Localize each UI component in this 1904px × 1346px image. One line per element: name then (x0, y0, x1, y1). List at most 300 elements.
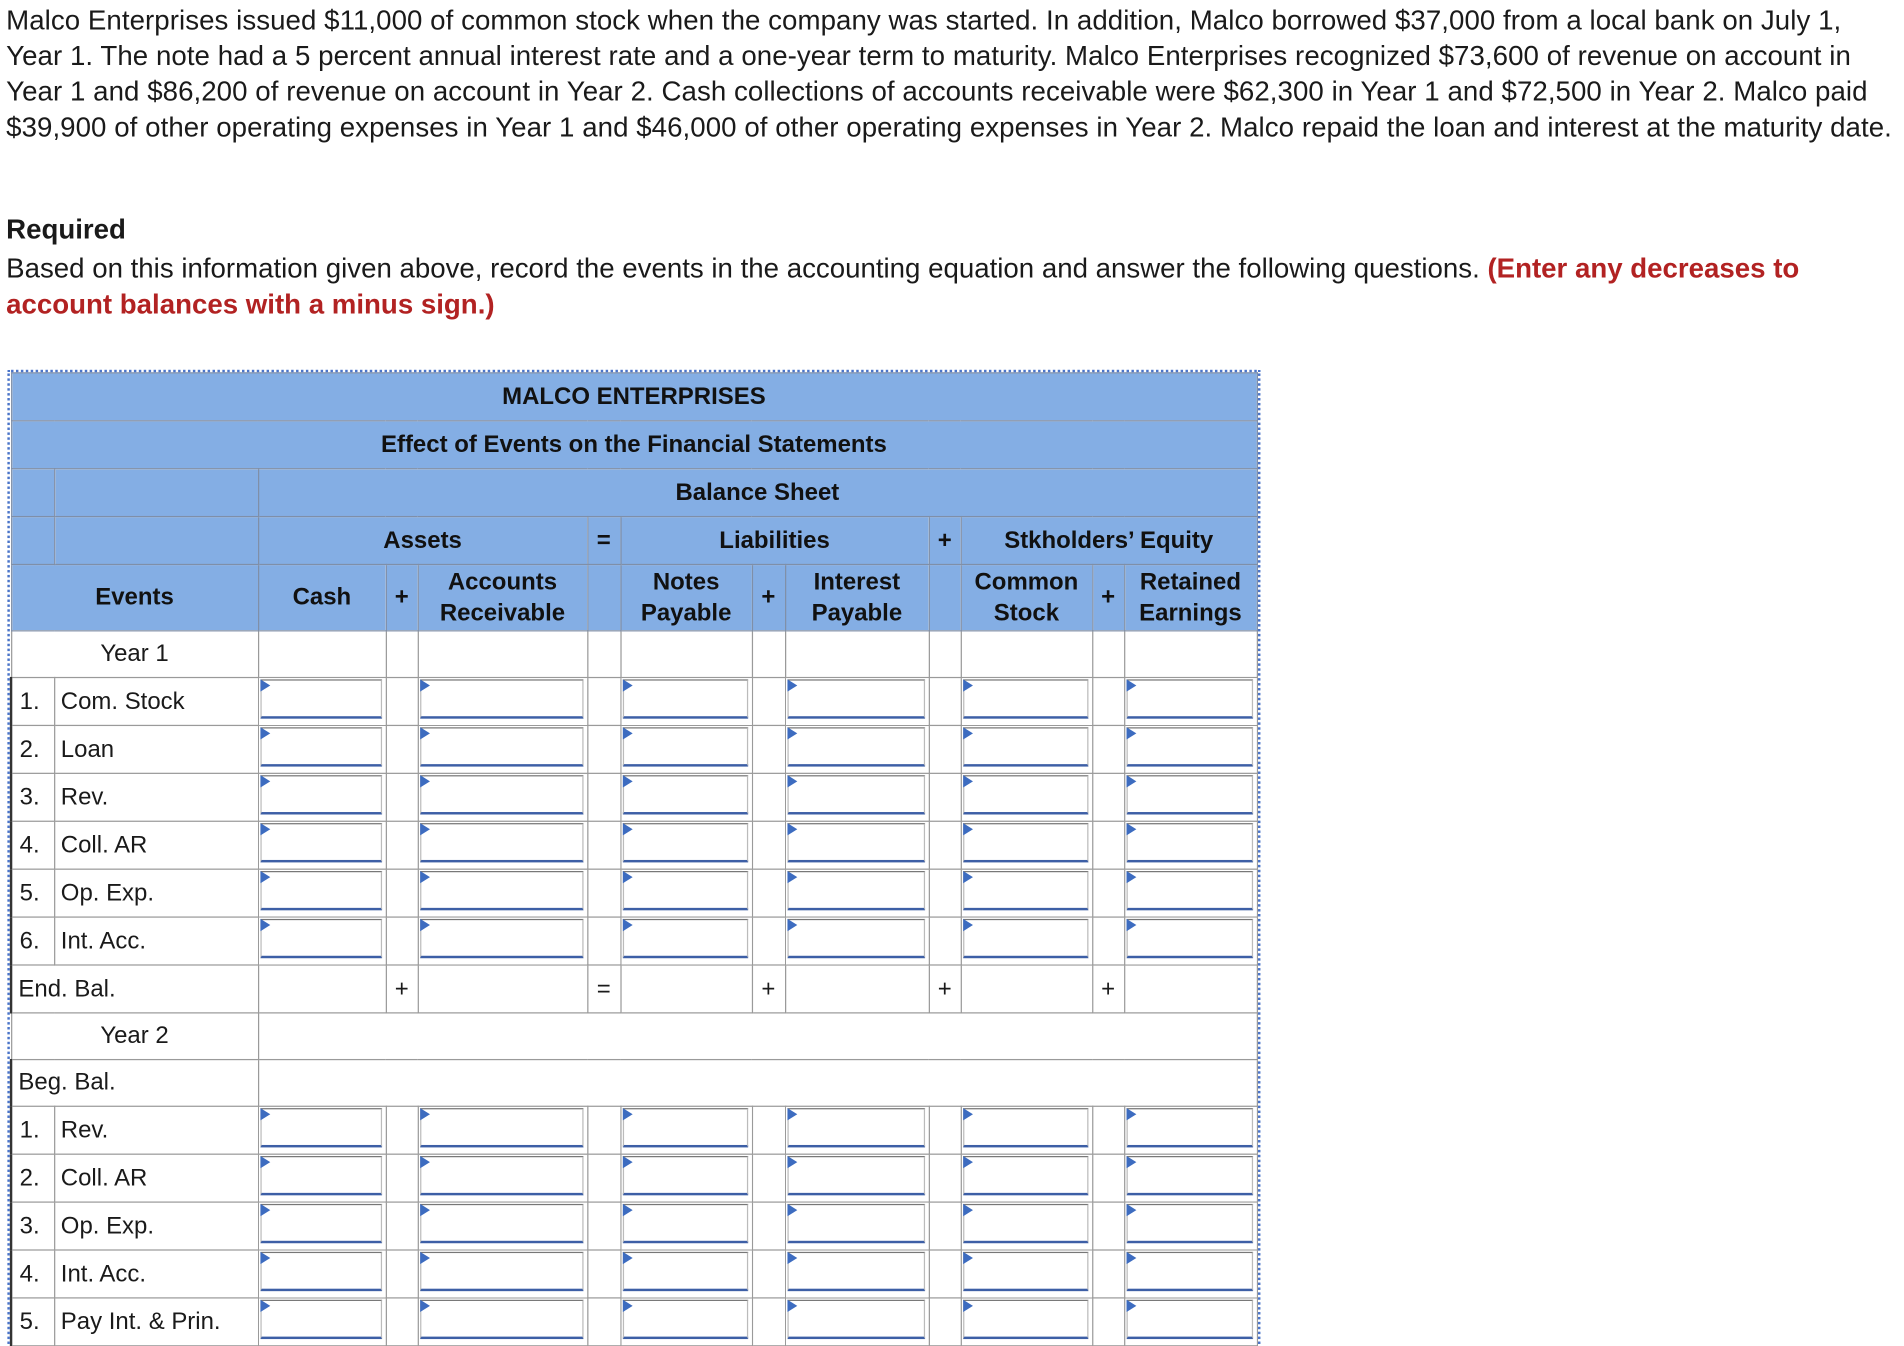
operator-spacer (752, 678, 785, 726)
events-header: Events (11, 564, 258, 630)
np-cell (620, 821, 751, 869)
input-flag-icon (622, 1252, 632, 1264)
cash-cell (258, 917, 386, 965)
input-flag-icon (420, 871, 430, 883)
ip-input[interactable] (787, 1300, 925, 1339)
plus-sign: + (386, 564, 418, 630)
event-number: 2. (11, 1154, 54, 1202)
ip-input[interactable] (787, 823, 925, 862)
operator-spacer (1092, 725, 1124, 773)
input-flag-icon (622, 679, 632, 691)
cash-cell (258, 773, 386, 821)
ip-input[interactable] (787, 775, 925, 814)
re-cell (1124, 773, 1257, 821)
re-input[interactable] (1126, 871, 1253, 910)
input-flag-icon (787, 775, 797, 787)
event-name: Com. Stock (54, 678, 258, 726)
ip-cell (785, 1202, 929, 1250)
re-input[interactable] (1126, 775, 1253, 814)
input-flag-icon (787, 1252, 797, 1264)
event-number: 4. (11, 821, 54, 869)
input-flag-icon (963, 1300, 973, 1312)
event-number: 5. (11, 869, 54, 917)
cs-label-line1: Common (974, 568, 1079, 596)
input-flag-icon (260, 1252, 270, 1264)
end-balance-ar (418, 965, 588, 1013)
cash-input[interactable] (260, 1300, 382, 1339)
blank-cell (258, 1013, 1257, 1060)
operator-spacer (386, 1154, 418, 1202)
blank-cell (620, 631, 751, 678)
input-flag-icon (963, 727, 973, 739)
re-cell (1124, 678, 1257, 726)
operator-spacer (752, 1202, 785, 1250)
cs-input[interactable] (963, 871, 1088, 910)
ar-input[interactable] (420, 1108, 583, 1147)
ip-cell (785, 917, 929, 965)
input-flag-icon (787, 1204, 797, 1216)
event-number: 2. (11, 725, 54, 773)
blank-cell (961, 631, 1092, 678)
input-flag-icon (963, 1108, 973, 1120)
input-flag-icon (420, 919, 430, 931)
re-label-line1: Retained (1139, 568, 1241, 596)
cs-cell (961, 1202, 1092, 1250)
blank-cell (785, 631, 929, 678)
ip-cell (785, 725, 929, 773)
ip-input[interactable] (787, 1204, 925, 1243)
np-input[interactable] (622, 775, 747, 814)
accounting-equation-table (10, 372, 1258, 1346)
ip-input[interactable] (787, 1156, 925, 1195)
np-cell (620, 1106, 751, 1154)
event-number: 4. (11, 1250, 54, 1298)
equals-sign: = (587, 965, 620, 1013)
re-input[interactable] (1126, 727, 1253, 766)
event-number: 3. (11, 773, 54, 821)
cs-cell (961, 773, 1092, 821)
cash-cell (258, 821, 386, 869)
re-input[interactable] (1126, 679, 1253, 718)
common-stock-header (961, 564, 1092, 630)
np-cell (620, 773, 751, 821)
operator-spacer (386, 1106, 418, 1154)
input-flag-icon (787, 727, 797, 739)
np-input[interactable] (622, 1204, 747, 1243)
event-row (11, 1298, 1257, 1346)
input-flag-icon (420, 775, 430, 787)
header-blank (11, 469, 54, 517)
input-flag-icon (787, 871, 797, 883)
event-row (11, 773, 1257, 821)
input-flag-icon (420, 1252, 430, 1264)
re-cell (1124, 917, 1257, 965)
header-blank (54, 469, 258, 517)
re-input[interactable] (1126, 1204, 1253, 1243)
ar-cell (418, 1106, 588, 1154)
cs-input[interactable] (963, 1204, 1088, 1243)
plus-sign: + (929, 965, 961, 1013)
blank-cell (587, 631, 620, 678)
cash-input[interactable] (260, 1156, 382, 1195)
operator-spacer (929, 1154, 961, 1202)
cs-cell (961, 917, 1092, 965)
input-flag-icon (622, 727, 632, 739)
ip-cell (785, 1298, 929, 1346)
ar-input[interactable] (420, 727, 583, 766)
input-flag-icon (420, 823, 430, 835)
plus-sign: + (1092, 564, 1124, 630)
event-name: Op. Exp. (54, 869, 258, 917)
required-text: Based on this information given above, record the events in the accounting equation and answer the following questions. (6, 253, 1488, 284)
np-input[interactable] (622, 727, 747, 766)
input-flag-icon (260, 1300, 270, 1312)
operator-spacer (1092, 869, 1124, 917)
event-row (11, 821, 1257, 869)
notes-payable-header (620, 564, 751, 630)
np-cell (620, 1154, 751, 1202)
re-input[interactable] (1126, 1108, 1253, 1147)
cs-input[interactable] (963, 919, 1088, 958)
cs-cell (961, 1298, 1092, 1346)
operator-spacer (1092, 773, 1124, 821)
input-flag-icon (622, 919, 632, 931)
input-flag-icon (260, 1108, 270, 1120)
cs-input[interactable] (963, 1108, 1088, 1147)
event-row (11, 1106, 1257, 1154)
input-flag-icon (1126, 775, 1136, 787)
ar-cell (418, 869, 588, 917)
np-label-line2: Payable (640, 598, 732, 626)
operator-spacer (386, 725, 418, 773)
input-flag-icon (787, 1300, 797, 1312)
ar-cell (418, 917, 588, 965)
year2-events (11, 1106, 1257, 1346)
np-input[interactable] (622, 1252, 747, 1291)
event-row (11, 869, 1257, 917)
cash-input[interactable] (260, 1108, 382, 1147)
input-flag-icon (1126, 919, 1136, 931)
problem-statement: Malco Enterprises issued $11,000 of common stock when the company was started. In addition, Malco borrowed $37,000 from a local bank on July 1, Year 1. The note had a 5 percent annual interest rate and a one-year term to maturity. Malco Enterprises recognized $73,600 of revenue on account in Year 1 and $86,200 of revenue on account in Year 2. Cash collections of accounts receivable were $62,300 in Year 1 and $72,500 in Year 2. Malco paid $39,900 of other operating expenses in Year 1 and $46,000 of other operating expenses in Year 2. Malco repaid the loan and interest at the maturity date. (6, 4, 1892, 143)
input-flag-icon (1126, 1204, 1136, 1216)
cash-cell (258, 1202, 386, 1250)
input-flag-icon (420, 1108, 430, 1120)
cs-input[interactable] (963, 1156, 1088, 1195)
header-blank (587, 564, 620, 630)
ar-input[interactable] (420, 1252, 583, 1291)
input-flag-icon (787, 1156, 797, 1168)
blank-cell (258, 631, 386, 678)
operator-spacer (752, 773, 785, 821)
input-flag-icon (420, 1204, 430, 1216)
operator-spacer (587, 678, 620, 726)
header-blank (11, 517, 54, 565)
cs-input[interactable] (963, 1300, 1088, 1339)
ar-input[interactable] (420, 679, 583, 718)
balance-sheet-header: Balance Sheet (258, 469, 1257, 517)
cash-cell (258, 1250, 386, 1298)
ip-input[interactable] (787, 727, 925, 766)
cs-input[interactable] (963, 1252, 1088, 1291)
ar-input[interactable] (420, 775, 583, 814)
blank-cell (929, 631, 961, 678)
input-flag-icon (260, 823, 270, 835)
re-input[interactable] (1126, 919, 1253, 958)
event-number: 3. (11, 1202, 54, 1250)
input-flag-icon (1126, 1252, 1136, 1264)
ip-input[interactable] (787, 1252, 925, 1291)
ar-cell (418, 678, 588, 726)
required-instructions (6, 251, 1892, 322)
operator-spacer (929, 869, 961, 917)
event-name: Rev. (54, 773, 258, 821)
blank-cell (1124, 631, 1257, 678)
operator-spacer (929, 1298, 961, 1346)
plus-sign: + (752, 564, 785, 630)
cash-input[interactable] (260, 823, 382, 862)
re-cell (1124, 1106, 1257, 1154)
operator-spacer (587, 725, 620, 773)
plus-sign: + (929, 517, 961, 565)
np-cell (620, 1298, 751, 1346)
input-flag-icon (1126, 1300, 1136, 1312)
input-flag-icon (622, 871, 632, 883)
input-flag-icon (420, 727, 430, 739)
liabilities-header: Liabilities (620, 517, 928, 565)
input-flag-icon (963, 1156, 973, 1168)
cash-input[interactable] (260, 1204, 382, 1243)
np-cell (620, 869, 751, 917)
re-cell (1124, 725, 1257, 773)
cs-input[interactable] (963, 823, 1088, 862)
re-cell (1124, 1250, 1257, 1298)
operator-spacer (752, 1298, 785, 1346)
cash-input[interactable] (260, 871, 382, 910)
input-flag-icon (963, 823, 973, 835)
ip-input[interactable] (787, 871, 925, 910)
cash-cell (258, 869, 386, 917)
input-flag-icon (260, 1204, 270, 1216)
operator-spacer (752, 725, 785, 773)
equals-sign: = (587, 517, 620, 565)
np-input[interactable] (622, 919, 747, 958)
ip-cell (785, 1154, 929, 1202)
ar-input[interactable] (420, 871, 583, 910)
cs-label-line2: Stock (993, 598, 1060, 626)
operator-spacer (1092, 1298, 1124, 1346)
required-heading: Required (6, 213, 126, 245)
operator-spacer (587, 1250, 620, 1298)
ar-input[interactable] (420, 823, 583, 862)
np-input[interactable] (622, 823, 747, 862)
ar-cell (418, 1250, 588, 1298)
cs-cell (961, 869, 1092, 917)
interest-payable-header (785, 564, 929, 630)
event-number: 1. (11, 1106, 54, 1154)
operator-spacer (587, 917, 620, 965)
event-row (11, 917, 1257, 965)
input-flag-icon (963, 775, 973, 787)
input-flag-icon (1126, 823, 1136, 835)
blank-cell (258, 1060, 1257, 1107)
input-flag-icon (1126, 679, 1136, 691)
ip-label-line1: Interest (813, 568, 901, 596)
operator-spacer (587, 1298, 620, 1346)
ip-cell (785, 678, 929, 726)
input-flag-icon (622, 1108, 632, 1120)
operator-spacer (386, 1298, 418, 1346)
input-flag-icon (963, 679, 973, 691)
ip-cell (785, 821, 929, 869)
re-input[interactable] (1126, 1300, 1253, 1339)
re-cell (1124, 1202, 1257, 1250)
operator-spacer (752, 869, 785, 917)
ip-cell (785, 773, 929, 821)
ip-input[interactable] (787, 679, 925, 718)
cash-input[interactable] (260, 727, 382, 766)
year1-events (11, 678, 1257, 965)
end-balance-cash (258, 965, 386, 1013)
operator-spacer (752, 821, 785, 869)
company-title: MALCO ENTERPRISES (11, 373, 1257, 421)
cs-input[interactable] (963, 727, 1088, 766)
input-flag-icon (260, 919, 270, 931)
cash-input[interactable] (260, 775, 382, 814)
cash-input[interactable] (260, 679, 382, 718)
ar-label-line2: Receivable (439, 598, 566, 626)
operator-spacer (386, 678, 418, 726)
ip-cell (785, 869, 929, 917)
end-balance-np (620, 965, 751, 1013)
retained-earnings-header (1124, 564, 1257, 630)
event-row (11, 1202, 1257, 1250)
operator-spacer (587, 1106, 620, 1154)
table-subtitle: Effect of Events on the Financial Statements (11, 421, 1257, 469)
operator-spacer (929, 1106, 961, 1154)
input-flag-icon (622, 1204, 632, 1216)
ar-input[interactable] (420, 1156, 583, 1195)
operator-spacer (1092, 1154, 1124, 1202)
accounts-receivable-header (418, 564, 588, 630)
ar-label-line1: Accounts (447, 568, 558, 596)
blank-cell (752, 631, 785, 678)
ip-input[interactable] (787, 919, 925, 958)
operator-spacer (752, 1154, 785, 1202)
cs-cell (961, 821, 1092, 869)
cash-cell (258, 1154, 386, 1202)
cs-input[interactable] (963, 679, 1088, 718)
operator-spacer (929, 821, 961, 869)
re-input[interactable] (1126, 823, 1253, 862)
end-balance-ip (785, 965, 929, 1013)
cash-cell (258, 678, 386, 726)
operator-spacer (1092, 917, 1124, 965)
cs-input[interactable] (963, 775, 1088, 814)
input-flag-icon (260, 1156, 270, 1168)
event-number: 1. (11, 678, 54, 726)
input-flag-icon (963, 1204, 973, 1216)
operator-spacer (1092, 821, 1124, 869)
ip-input[interactable] (787, 1108, 925, 1147)
equity-header: Stkholders’ Equity (961, 517, 1257, 565)
event-name: Op. Exp. (54, 1202, 258, 1250)
operator-spacer (929, 1250, 961, 1298)
np-input[interactable] (622, 1108, 747, 1147)
input-flag-icon (1126, 1108, 1136, 1120)
operator-spacer (386, 1202, 418, 1250)
operator-spacer (587, 1202, 620, 1250)
input-flag-icon (622, 1156, 632, 1168)
ar-input[interactable] (420, 1204, 583, 1243)
input-flag-icon (260, 775, 270, 787)
event-name: Coll. AR (54, 1154, 258, 1202)
operator-spacer (929, 917, 961, 965)
end-balance-cs (961, 965, 1092, 1013)
operator-spacer (587, 869, 620, 917)
operator-spacer (752, 1106, 785, 1154)
cash-input[interactable] (260, 1252, 382, 1291)
np-cell (620, 1202, 751, 1250)
ip-label-line2: Payable (811, 598, 903, 626)
ar-cell (418, 1298, 588, 1346)
event-number: 6. (11, 917, 54, 965)
operator-spacer (1092, 1106, 1124, 1154)
input-flag-icon (622, 1300, 632, 1312)
re-input[interactable] (1126, 1156, 1253, 1195)
input-flag-icon (963, 1252, 973, 1264)
ar-cell (418, 1202, 588, 1250)
cash-header: Cash (258, 564, 386, 630)
input-flag-icon (787, 823, 797, 835)
np-input[interactable] (622, 679, 747, 718)
plus-sign: + (1092, 965, 1124, 1013)
np-input[interactable] (622, 1156, 747, 1195)
cs-cell (961, 1154, 1092, 1202)
cs-cell (961, 725, 1092, 773)
operator-spacer (386, 821, 418, 869)
cash-cell (258, 725, 386, 773)
np-cell (620, 917, 751, 965)
ar-input[interactable] (420, 1300, 583, 1339)
operator-spacer (587, 773, 620, 821)
ar-cell (418, 821, 588, 869)
input-flag-icon (963, 919, 973, 931)
input-flag-icon (787, 679, 797, 691)
re-input[interactable] (1126, 1252, 1253, 1291)
operator-spacer (929, 725, 961, 773)
ar-input[interactable] (420, 919, 583, 958)
header-blank (54, 517, 258, 565)
required-warning: (Enter any decreases to account balances with a minus sign.) (6, 253, 1800, 320)
year1-label: Year 1 (11, 631, 258, 678)
np-input[interactable] (622, 1300, 747, 1339)
blank-cell (386, 631, 418, 678)
cs-cell (961, 1250, 1092, 1298)
input-flag-icon (622, 823, 632, 835)
ar-cell (418, 725, 588, 773)
event-name: Int. Acc. (54, 917, 258, 965)
re-label-line2: Earnings (1139, 598, 1242, 626)
cash-input[interactable] (260, 919, 382, 958)
input-flag-icon (1126, 727, 1136, 739)
input-flag-icon (787, 919, 797, 931)
np-input[interactable] (622, 871, 747, 910)
np-cell (620, 678, 751, 726)
cash-cell (258, 1298, 386, 1346)
input-flag-icon (1126, 871, 1136, 883)
operator-spacer (386, 773, 418, 821)
input-flag-icon (260, 871, 270, 883)
